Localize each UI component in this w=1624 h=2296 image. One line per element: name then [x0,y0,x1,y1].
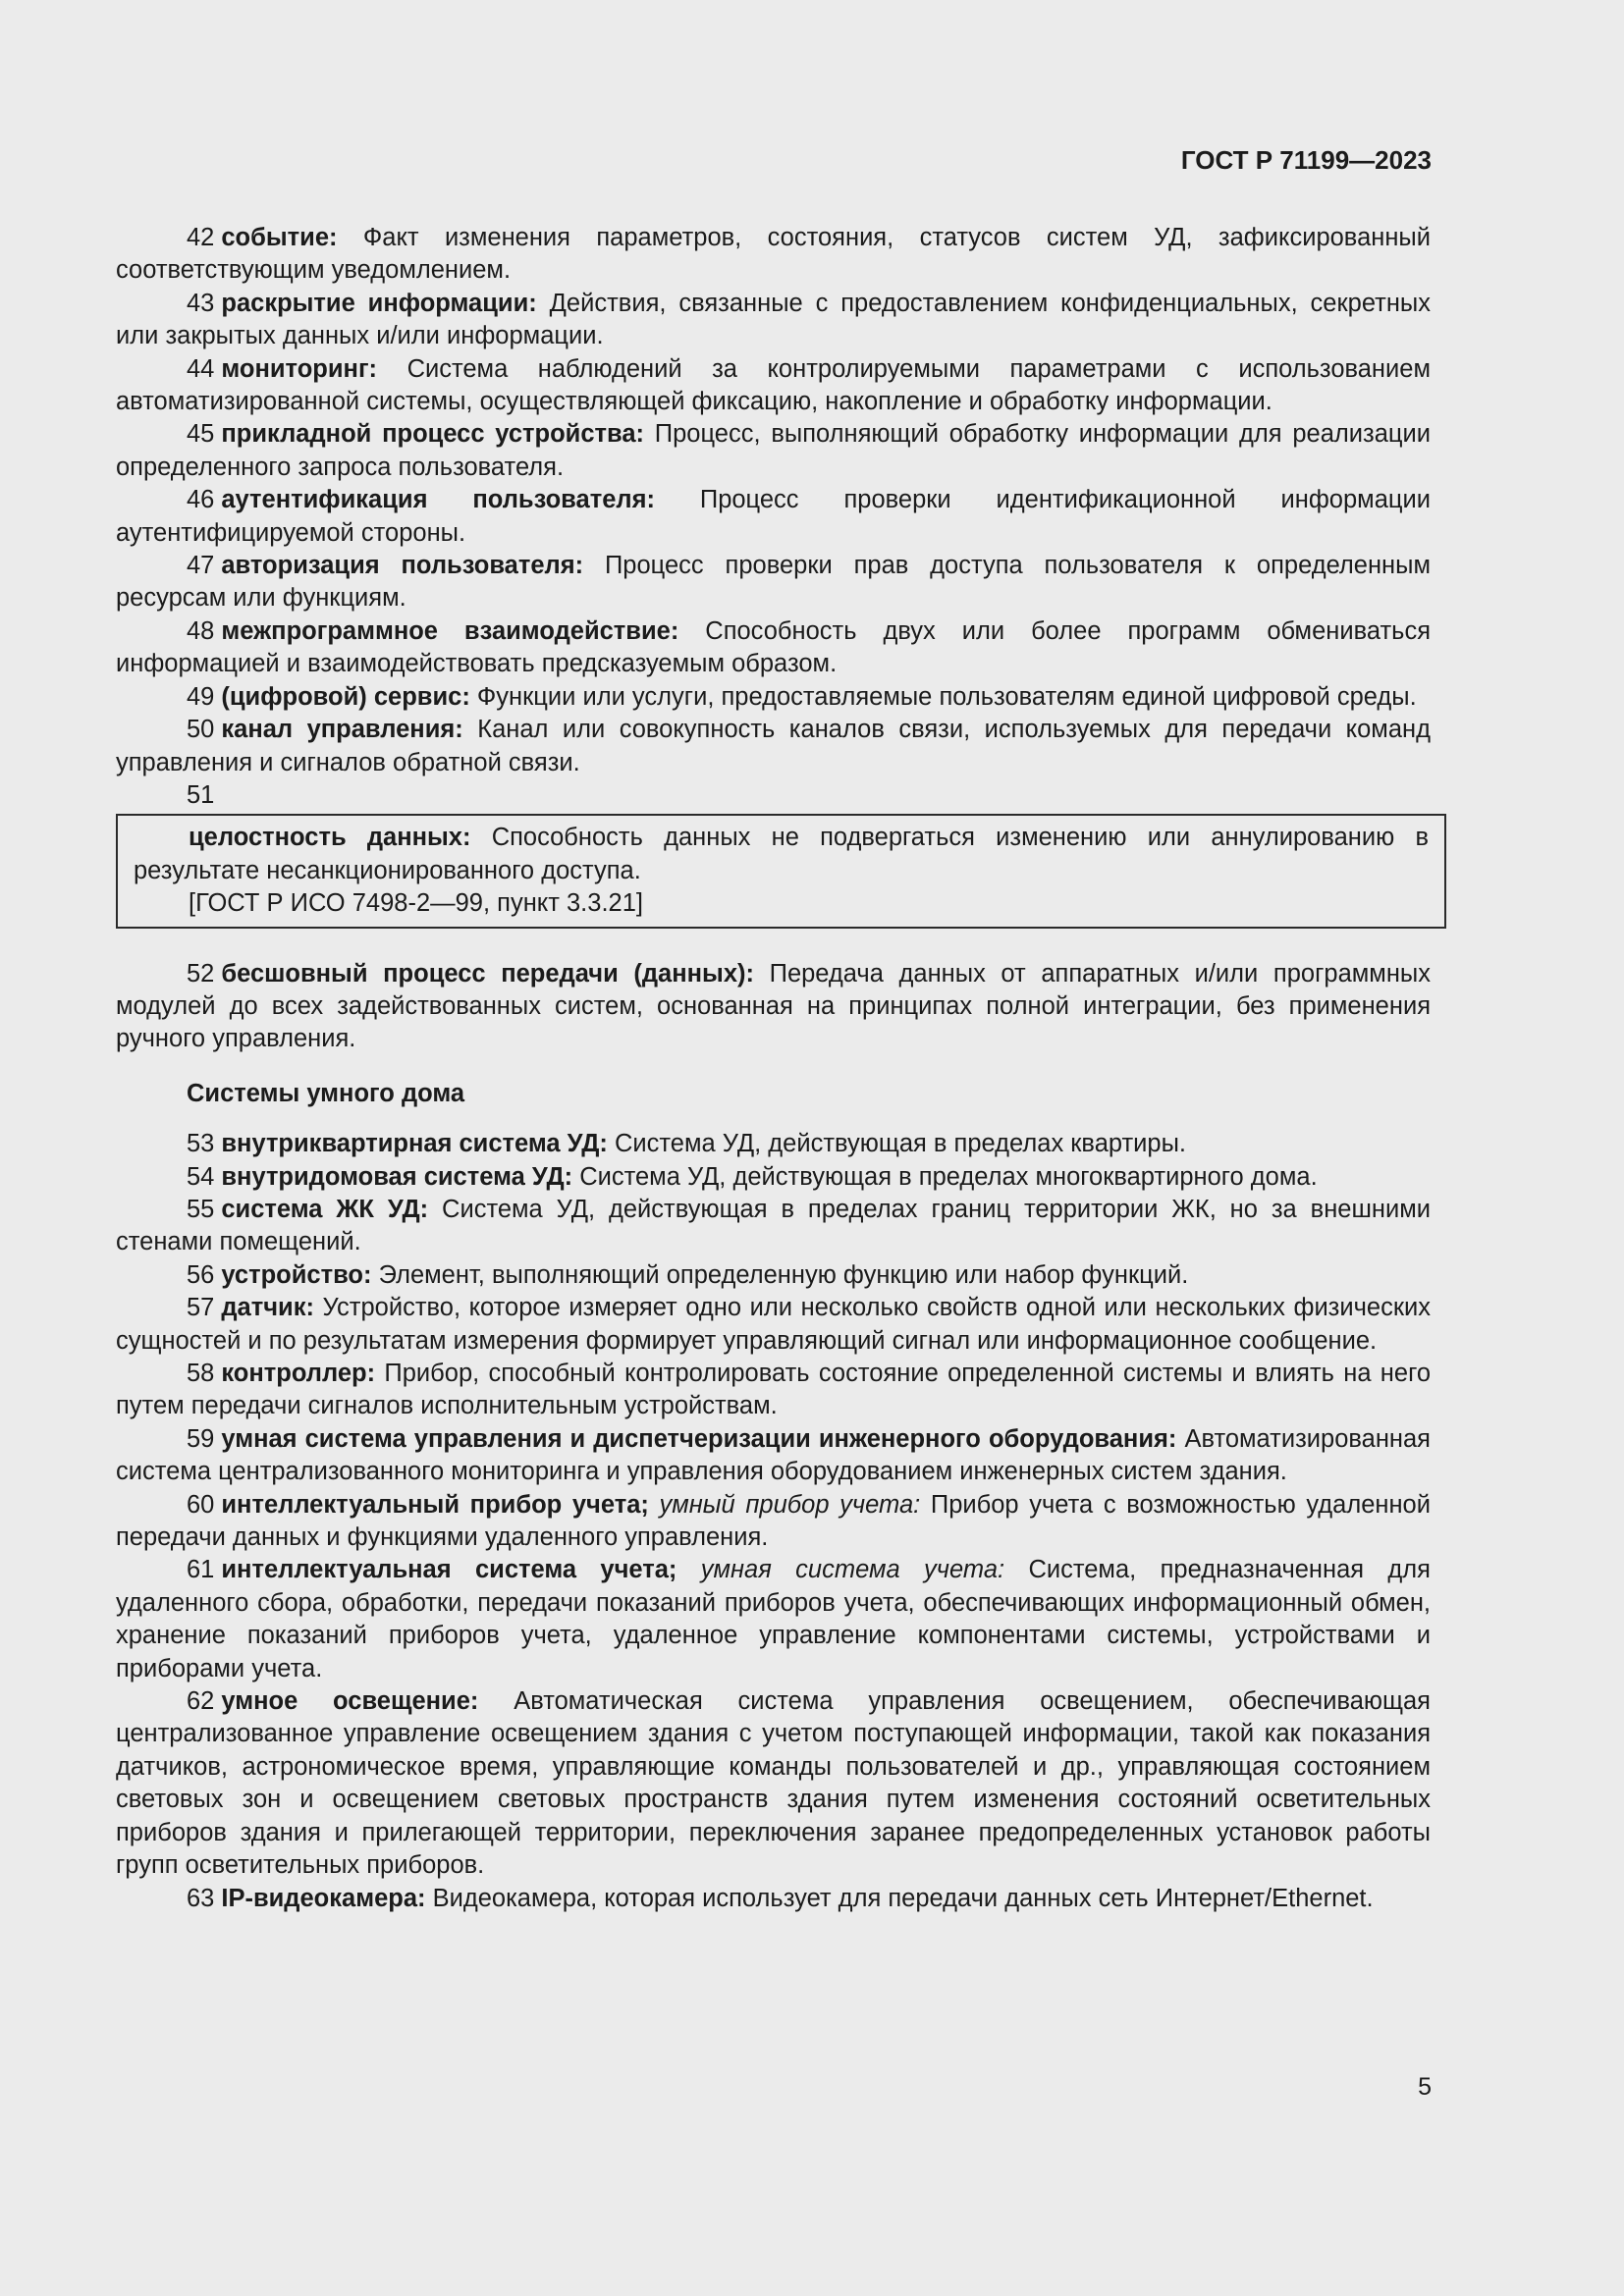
standard-header: ГОСТ Р 71199—2023 [1180,145,1432,175]
entry-number: 53 [187,1130,215,1158]
entry-text: Система УД, действующая в пределах многоквартирного дома. [579,1162,1318,1191]
entry-text: Прибор учета с возможностью удаленной передачи данных и функциями удаленного управления. [116,1490,1431,1552]
entry-term: внутридомовая система УД: [221,1162,573,1191]
framed-definition [134,822,1429,887]
entry-text: Устройство, которое измеряет одно или несколько свойств одной или нескольких физических сущностей и по результатам измерения формирует управляющий сигнал или информационное сообщение. [116,1294,1431,1355]
definition-entry [116,1292,1431,1358]
entry-text: Канал или совокупность каналов связи, используемых для передачи команд управления и сигналов обратной связи. [116,716,1431,776]
definitions-list-before [116,222,1431,779]
entry-term: межпрограммное взаимодействие: [221,616,679,645]
entry-term: авторизация пользователя: [221,552,584,580]
entry-number: 47 [187,552,215,580]
entry-term: устройство: [221,1260,372,1289]
framed-text: Способность данных не подвергаться изменению или аннулированию в результате несанкционированного доступа. [134,824,1429,884]
entry-number: 49 [187,682,215,711]
entry-text: Элемент, выполняющий определенную функцию или набор функций. [378,1260,1189,1289]
definition-entry [116,1423,1431,1489]
definition-entry [116,1194,1431,1259]
definition-entry [116,681,1431,714]
entry-term: датчик: [221,1294,314,1322]
entry-term: бесшовный процесс передачи (данных): [221,959,754,988]
entry-text: Прибор, способный контролировать состояние определенной системы и влиять на него путем передачи сигналов исполнительным устройствам. [116,1360,1431,1420]
entry-alt-term: умная система учета: [700,1556,1005,1584]
definitions-list-after [116,1128,1431,1915]
definition-entry [116,222,1431,288]
entry-alt-term: умный прибор учета: [659,1490,921,1519]
definition-entry [116,1883,1431,1915]
entry-text: Видеокамера, которая использует для передачи данных сеть Интернет/Ethernet. [432,1884,1374,1912]
entry-number: 58 [187,1360,215,1387]
entry-term: прикладной процесс устройства: [221,420,645,449]
entry-text: Система УД, действующая в пределах границ территории ЖК, но за внешними стенами помещений. [116,1195,1432,1256]
section-heading: Системы умного дома [187,1079,465,1107]
framed-reference: [ГОСТ Р ИСО 7498-2—99, пункт 3.3.21] [189,889,643,918]
entry-number: 48 [187,616,215,645]
entry-text: Способность двух или более программ обмениваться информацией и взаимодействовать предсказуемым образом. [116,616,1432,678]
definition-entry [116,1489,1431,1555]
entry-number: 60 [187,1490,215,1519]
entry-text: Процесс проверки идентификационной информации аутентифицируемой стороны. [116,486,1431,547]
framed-definition-box [116,814,1446,928]
entry-term: интеллектуальный прибор учета; [221,1490,649,1519]
definition-entry [116,1128,1431,1160]
entry-number: 61 [187,1556,215,1584]
entry-text: Факт изменения параметров, состояния, статусов систем УД, зафиксированный соответствующим уведомлением. [116,224,1431,285]
entry-term: умная система управления и диспетчеризации инженерного оборудования: [221,1424,1177,1453]
framed-term: целостность данных: [189,824,471,852]
entry-number: 57 [187,1294,215,1322]
entry-term: аутентификация пользователя: [221,486,655,514]
entry-text: Система, предназначенная для удаленного сбора, обработки, передачи показаний приборов учета, обеспечивающих информационный обмен, хранение показаний приборов учета, удаленное управление компонентами системы, устройствами и приборами учета. [116,1556,1431,1682]
entry-term: IP-видеокамера: [221,1884,426,1912]
entry-number: 45 [187,420,215,449]
entry-term: контроллер: [221,1360,376,1387]
entry-text: Функции или услуги, предоставляемые пользователям единой цифровой среды. [476,682,1417,711]
definition-entry [116,615,1431,681]
entry-number: 56 [187,1260,215,1289]
entry-text: Автоматическая система управления освещением, обеспечивающая централизованное управление освещением здания с учетом поступающей информации, такой как показания датчиков, астрономическое время, управляющие команды пользователей и др., управляющая состоянием световых зон и освещением световых пространств здания путем изменения состояний осветительных приборов здания и прилегающей территории, переключения заранее предопределенных установок работы групп осветительных приборов. [116,1687,1431,1880]
definition-entry [116,1259,1431,1292]
entry-number: 54 [187,1162,215,1191]
definition-entry [116,1358,1431,1423]
entry-number: 55 [187,1195,215,1223]
entry-term: (цифровой) сервис: [221,682,470,711]
definition-entry [116,353,1431,419]
page-number: 5 [1418,2073,1432,2101]
definition-entry [116,1161,1431,1194]
entry-term: умное освещение: [221,1687,479,1716]
entry-number: 50 [187,716,215,744]
entry-text: Действия, связанные с предоставлением конфиденциальных, секретных или закрытых данных и/или информации. [116,289,1431,350]
entry-term: раскрытие информации: [221,289,537,317]
entry-number: 62 [187,1687,215,1716]
definition-entry [116,550,1431,615]
definition-entry [116,714,1431,779]
definition-entry [116,484,1431,550]
entry-text: Система УД, действующая в пределах квартиры. [615,1130,1187,1158]
definition-entry-52 [116,958,1431,1056]
definition-entry [116,1554,1431,1685]
entry-number: 52 [187,959,215,988]
entry-term: интеллектуальная система учета; [221,1556,677,1584]
entry-term: канал управления: [221,716,463,744]
entry-text: Автоматизированная система централизованного мониторинга и управления оборудованием инженерных систем здания. [116,1424,1431,1486]
entry-term: мониторинг: [221,354,378,383]
entry-number: 42 [187,224,215,251]
definition-entry [116,288,1431,353]
entry-term: внутриквартирная система УД: [221,1130,608,1158]
definition-entry [116,418,1431,484]
entry-number: 59 [187,1424,215,1453]
entry-number: 43 [187,289,215,317]
definition-entry [116,1685,1431,1882]
entry-text: Передача данных от аппаратных и/или программных модулей до всех задействованных систем, основанная на принципах полной интеграции, без применения ручного управления. [116,959,1431,1053]
entry-term: система ЖК УД: [221,1195,429,1223]
entry-text: Процесс проверки прав доступа пользователя к определенным ресурсам или функциям. [116,552,1431,613]
entry-text: Система наблюдений за контролируемыми параметрами с использованием автоматизированной системы, осуществляющей фиксацию, накопление и обработку информации. [116,354,1431,416]
page-content [116,222,1431,1915]
entry-51-number: 51 [187,780,215,809]
entry-number: 44 [187,354,215,383]
entry-text: Процесс, выполняющий обработку информации для реализации определенного запроса пользователя. [116,420,1431,481]
entry-number: 46 [187,486,215,514]
entry-number: 63 [187,1884,215,1912]
entry-term: событие: [221,224,338,251]
